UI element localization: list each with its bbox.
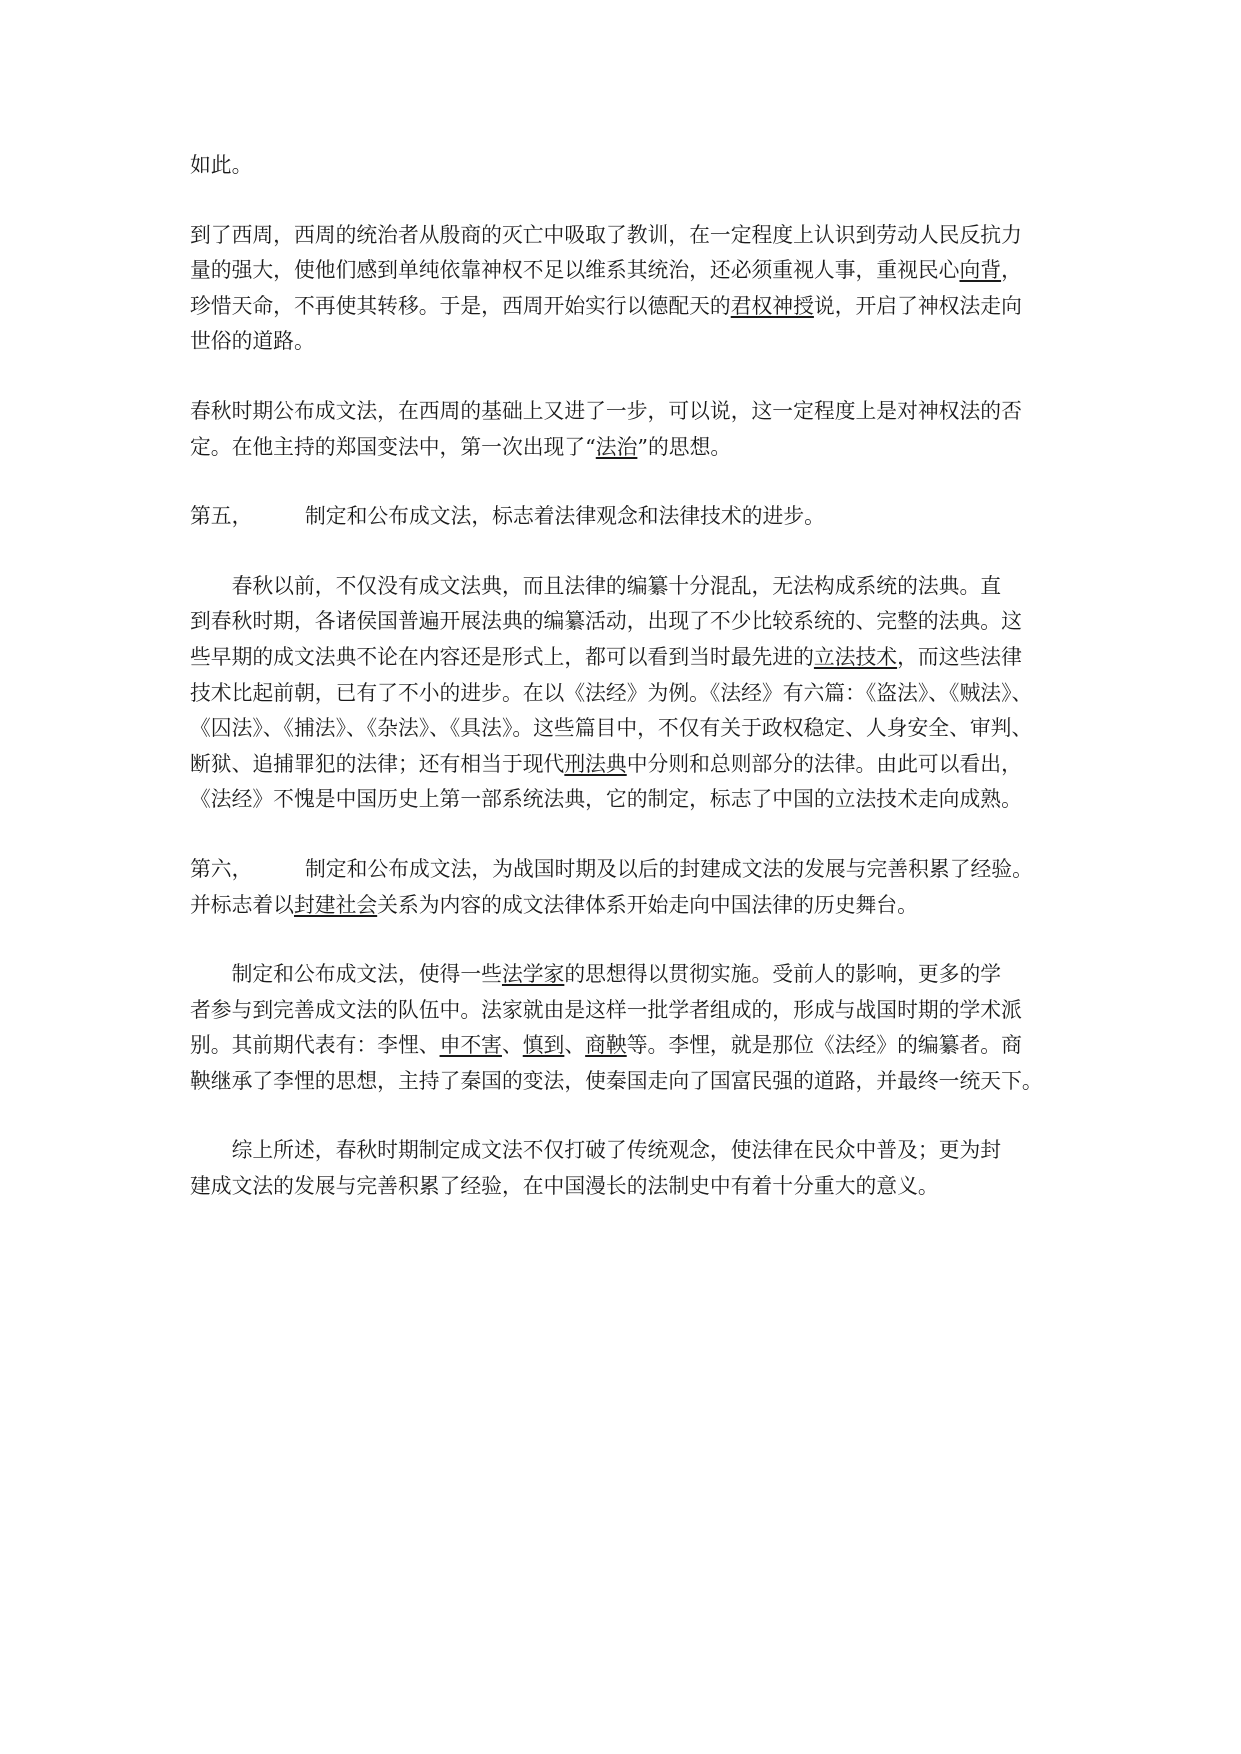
text-line: 第五， 制定和公布成文法，标志着法律观念和法律技术的进步。 — [190, 499, 1060, 535]
text-line: 量的强大，使他们感到单纯依靠神权不足以维系其统治，还必须重视人事，重视民心向背， — [190, 258, 1022, 283]
paragraph-gap — [190, 923, 1060, 957]
link-faxuejia[interactable]: 法学家 — [501, 962, 565, 987]
paragraph-7 — [190, 957, 1060, 1099]
text-line: 世俗的道路。 — [190, 329, 315, 354]
text-line: 别。其前期代表有：李悝、申不害、慎到、商鞅等。李悝，就是那位《法经》的编纂者。商 — [190, 1033, 1022, 1058]
text-line: 到了西周，西周的统治者从殷商的灭亡中吸取了教训，在一定程度上认识到劳动人民反抗力 — [190, 222, 1022, 247]
text-line: 定。在他主持的郑国变法中，第一次出现了“法治”的思想。 — [190, 434, 732, 459]
point-label: 第五， — [190, 504, 253, 529]
link-fengjian-shehui[interactable]: 封建社会 — [293, 892, 378, 917]
text-line: 制定和公布成文法，使得一些法学家的思想得以贯彻实施。受前人的影响，更多的学 — [231, 962, 1002, 987]
paragraph-8 — [190, 1133, 1060, 1204]
paragraph-gap — [190, 1099, 1060, 1133]
text-line: 《囚法》、《捕法》、《杂法》、《具法》。这些篇目中，不仅有关于政权稳定、人身安全、审判、 — [190, 716, 1033, 741]
link-shen-buhai[interactable]: 申不害 — [439, 1033, 502, 1058]
text-line: 春秋以前，不仅没有成文法典，而且法律的编纂十分混乱，无法构成系统的法典。直 — [231, 573, 1002, 598]
paragraph-gap — [190, 818, 1060, 852]
text-line: 《法经》不愧是中国历史上第一部系统法典，它的制定，标志了中国的立法技术走向成熟。 — [190, 787, 1022, 812]
paragraph-4-heading — [190, 499, 1060, 535]
link-junquan-shenshou[interactable]: 君权神授 — [730, 293, 814, 318]
link-xiangbei[interactable]: 向背 — [959, 258, 1002, 283]
text-line: 春秋时期公布成文法，在西周的基础上又进了一步，可以说，这一定程度上是对神权法的否 — [190, 398, 1022, 423]
text-line: 到春秋时期，各诸侯国普遍开展法典的编纂活动，出现了不少比较系统的、完整的法典。这 — [190, 609, 1022, 634]
paragraph-gap — [190, 535, 1060, 569]
link-shen-dao[interactable]: 慎到 — [522, 1033, 565, 1058]
text-line: 如此。 — [190, 153, 253, 177]
text-line: 珍惜天命，不再使其转移。于是，西周开始实行以德配天的君权神授说，开启了神权法走向 — [190, 293, 1022, 318]
link-fazhi[interactable]: 法治 — [595, 434, 638, 459]
paragraph-5 — [190, 569, 1060, 818]
paragraph-gap — [190, 465, 1060, 499]
paragraph-6 — [190, 852, 1060, 923]
text-line: 些早期的成文法典不论在内容还是形式上，都可以看到当时最先进的立法技术，而这些法律 — [190, 644, 1022, 669]
link-shang-yang[interactable]: 商鞅 — [585, 1033, 627, 1058]
link-lifa-jishu[interactable]: 立法技术 — [813, 644, 898, 669]
paragraph-gap — [190, 360, 1060, 394]
text-line: 并标志着以封建社会关系为内容的成文法律体系开始走向中国法律的历史舞台。 — [190, 892, 918, 917]
paragraph-3 — [190, 394, 1060, 465]
paragraph-gap — [190, 184, 1060, 218]
text-line: 建成文法的发展与完善积累了经验，在中国漫长的法制史中有着十分重大的意义。 — [190, 1174, 939, 1199]
text-line: 者参与到完善成文法的队伍中。法家就由是这样一批学者组成的，形成与战国时期的学术派 — [190, 997, 1022, 1022]
link-xingfadian[interactable]: 刑法典 — [564, 751, 627, 776]
paragraph-1 — [190, 148, 1060, 184]
text-line: 断狱、追捕罪犯的法律；还有相当于现代刑法典中分则和总则部分的法律。由此可以看出， — [190, 751, 1022, 776]
paragraph-2 — [190, 218, 1060, 360]
text-line: 综上所述，春秋时期制定成文法不仅打破了传统观念，使法律在民众中普及；更为封 — [231, 1138, 1002, 1163]
text-line: 鞅继承了李悝的思想，主持了秦国的变法，使秦国走向了国富民强的道路，并最终一统天下。 — [190, 1068, 1043, 1093]
document-page — [190, 148, 1060, 1205]
text-line: 第六， 制定和公布成文法，为战国时期及以后的封建成文法的发展与完善积累了经验。 — [190, 852, 1060, 888]
point-label: 第六， — [190, 856, 253, 881]
text-line: 技术比起前朝，已有了不小的进步。在以《法经》为例。《法经》有六篇：《盗法》、《贼法》、 — [190, 680, 1033, 705]
